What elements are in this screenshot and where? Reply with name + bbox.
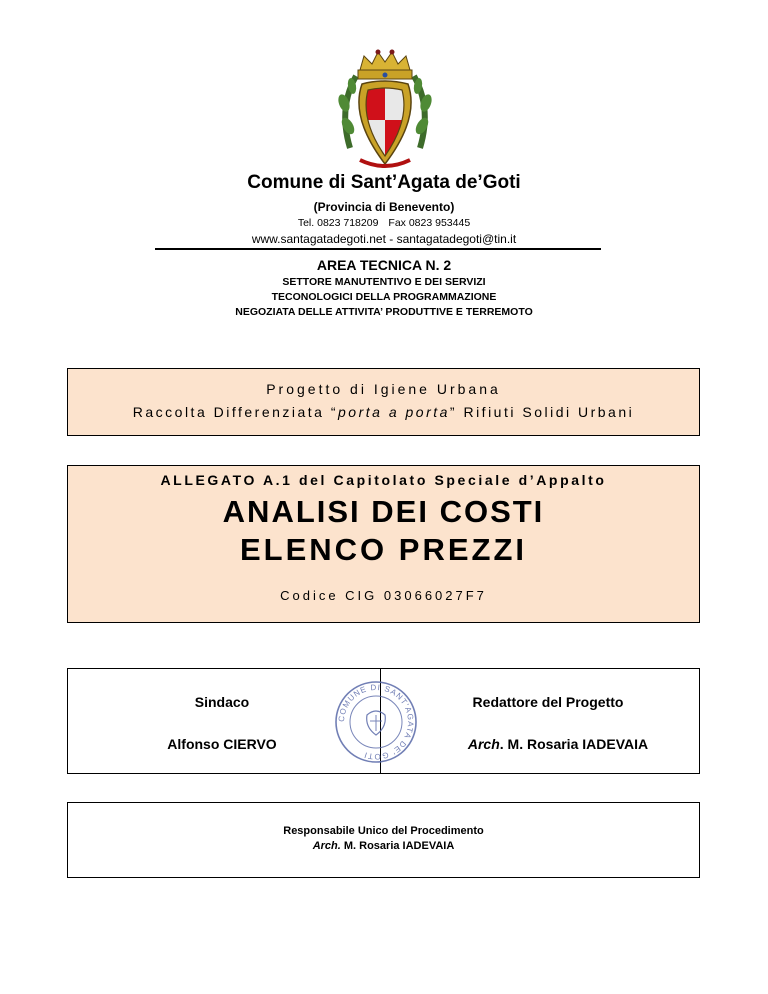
sector-line-3: NEGOZIATA DELLE ATTIVITA’ PRODUTTIVE E TERREMOTO — [235, 306, 533, 318]
allegato-box — [67, 465, 700, 623]
fax-number: Fax 0823 953445 — [388, 217, 471, 229]
web-email-line: www.santagatadegoti.net - santagatadegoti@tin.it — [251, 232, 517, 246]
document-title-line-2: ELENCO PREZZI — [239, 532, 527, 567]
department-area: AREA TECNICA N. 2 — [316, 257, 452, 273]
rup-label: Responsabile Unico del Procedimento — [283, 825, 484, 837]
contact-line — [0, 217, 768, 229]
coat-of-arms-icon — [330, 48, 440, 173]
sector-line-2: TECONOLOGICI DELLA PROGRAMMAZIONE — [271, 291, 497, 303]
cig-code: Codice CIG 03066027F7 — [280, 588, 487, 603]
document-title-line-1: ANALISI DEI COSTI — [222, 494, 545, 529]
svg-text:COMUNE DI SANT'AGATA DE' GOTI: COMUNE DI SANT'AGATA DE' GOTI — [336, 682, 416, 762]
mayor-label: Sindaco — [194, 694, 250, 710]
rup-name: Arch. M. Rosaria IADEVAIA — [312, 840, 455, 852]
signature-box — [67, 668, 700, 774]
allegato-heading: ALLEGATO A.1 del Capitolato Speciale d’Appalto — [160, 472, 607, 488]
designer-label: Redattore del Progetto — [472, 694, 624, 710]
project-subtitle: Raccolta Differenziata “porta a porta” Rifiuti Solidi Urbani — [132, 404, 635, 420]
header-divider — [155, 248, 601, 250]
telephone-number: Tel. 0823 718209 — [297, 217, 379, 229]
project-title: Progetto di Igiene Urbana — [266, 381, 501, 397]
organization-name: Comune di Sant’Agata de’Goti — [247, 172, 521, 193]
porta-a-porta-text: porta a porta — [338, 404, 450, 420]
project-box — [67, 368, 700, 436]
province-line: (Provincia di Benevento) — [313, 200, 455, 214]
official-stamp-icon — [333, 679, 419, 765]
rup-box — [67, 802, 700, 878]
sector-line-1: SETTORE MANUTENTIVO E DEI SERVIZI — [282, 276, 486, 288]
designer-name: Arch. M. Rosaria IADEVAIA — [467, 736, 649, 752]
mayor-name: Alfonso CIERVO — [167, 736, 277, 752]
